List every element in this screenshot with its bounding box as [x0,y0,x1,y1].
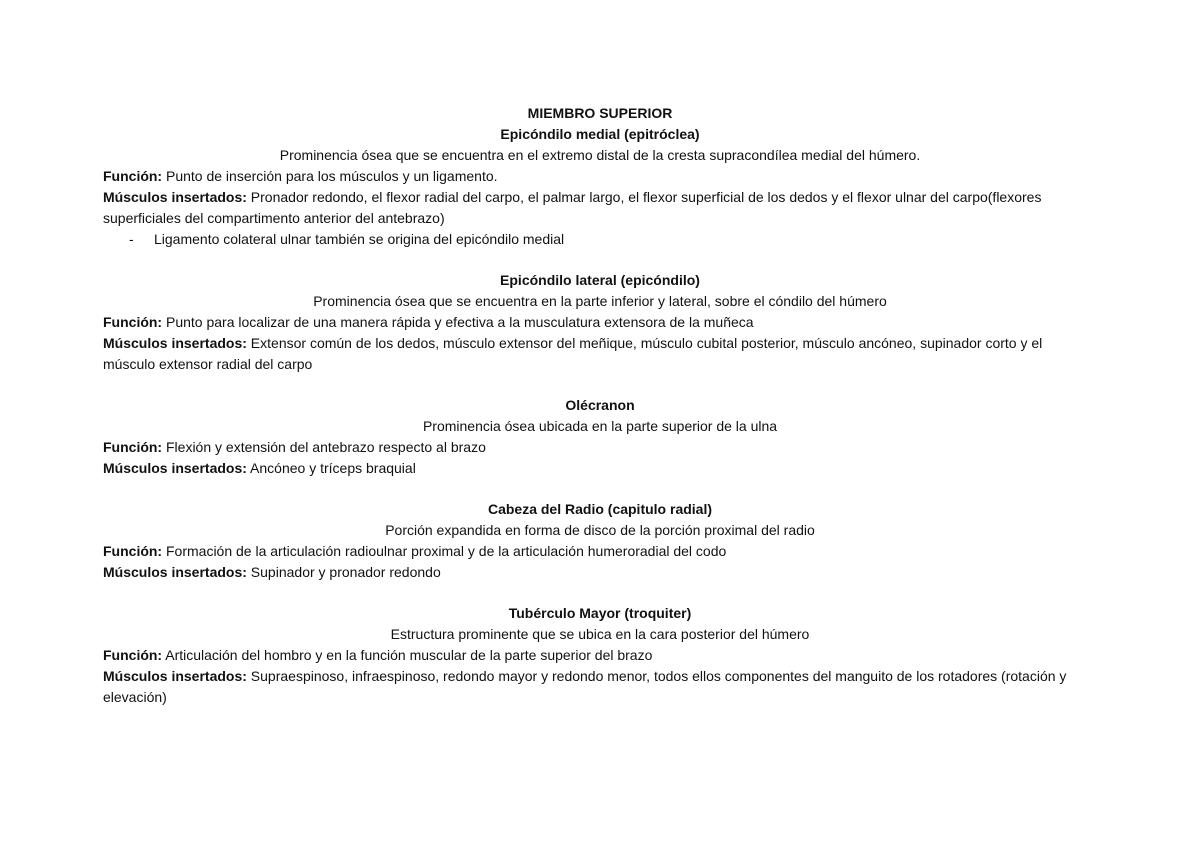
function-text: Punto para localizar de una manera rápida y efectiva a la musculatura extensora de la muñeca [162,314,754,330]
section-epicondilo-medial [103,124,1097,250]
section-description: Porción expandida en forma de disco de la porción proximal del radio [385,522,815,538]
muscles-label: Músculos insertados: [103,564,247,580]
muscles-line [103,187,1097,229]
bullet-marker: - [129,231,134,247]
muscles-label: Músculos insertados: [103,189,247,205]
function-line [103,541,1097,562]
function-line [103,166,1097,187]
section-description: Estructura prominente que se ubica en la cara posterior del húmero [390,626,810,642]
muscles-line [103,458,1097,479]
section-description: Prominencia ósea ubicada en la parte superior de la ulna [422,418,778,434]
section-description: Prominencia ósea que se encuentra en el extremo distal de la cresta supracondílea medial del húmero. [279,147,921,163]
muscles-label: Músculos insertados: [103,335,247,351]
muscles-label: Músculos insertados: [103,460,247,476]
section-cabeza-del-radio [103,499,1097,583]
bullet-text: Ligamento colateral ulnar también se origina del epicóndilo medial [154,231,565,247]
function-label: Función: [103,314,163,330]
function-text: Flexión y extensión del antebrazo respecto al brazo [162,439,486,455]
section-epicondilo-lateral [103,270,1097,375]
section-heading: Tubérculo Mayor (troquiter) [508,605,692,621]
muscles-line [103,562,1097,583]
function-line [103,645,1097,666]
section-gap [103,375,1097,395]
bullet-item [103,229,1097,250]
section-tuberculo-mayor [103,603,1097,708]
function-text: Formación de la articulación radioulnar proximal y de la articulación humeroradial del codo [162,543,727,559]
function-label: Función: [103,168,163,184]
function-label: Función: [103,439,163,455]
function-text: Punto de inserción para los músculos y un ligamento. [162,168,498,184]
muscles-text: Supinador y pronador redondo [246,564,441,580]
section-heading: Epicóndilo medial (epitróclea) [500,126,700,142]
section-gap [103,479,1097,499]
document-title: MIEMBRO SUPERIOR [527,105,673,121]
section-description: Prominencia ósea que se encuentra en la parte inferior y lateral, sobre el cóndilo del húmero [313,293,887,309]
section-heading: Cabeza del Radio (capitulo radial) [487,501,713,517]
muscles-text: Supraespinoso, infraespinoso, redondo mayor y redondo menor, todos ellos componentes del manguito de los rotadores (rotación y elevación) [103,668,1067,705]
muscles-label: Músculos insertados: [103,668,247,684]
muscles-text: Extensor común de los dedos, músculo extensor del meñique, músculo cubital posterior, músculo ancóneo, supinador corto y el músculo extensor radial del carpo [103,335,1043,372]
function-text: Articulación del hombro y en la función muscular de la parte superior del brazo [162,647,653,663]
function-line [103,312,1097,333]
section-heading: Olécranon [565,397,635,413]
function-label: Función: [103,647,163,663]
section-gap [103,250,1097,270]
muscles-text: Pronador redondo, el flexor radial del carpo, el palmar largo, el flexor superficial de los dedos y el flexor ulnar del carpo(flexores superficiales del compartimento anterior del antebrazo) [103,189,1042,226]
muscles-line [103,333,1097,375]
section-gap [103,583,1097,603]
muscles-line [103,666,1097,708]
function-line [103,437,1097,458]
section-heading: Epicóndilo lateral (epicóndilo) [500,272,700,288]
muscles-text: Ancóneo y tríceps braquial [246,460,416,476]
function-label: Función: [103,543,163,559]
section-olecranon [103,395,1097,479]
document-page [103,103,1097,708]
